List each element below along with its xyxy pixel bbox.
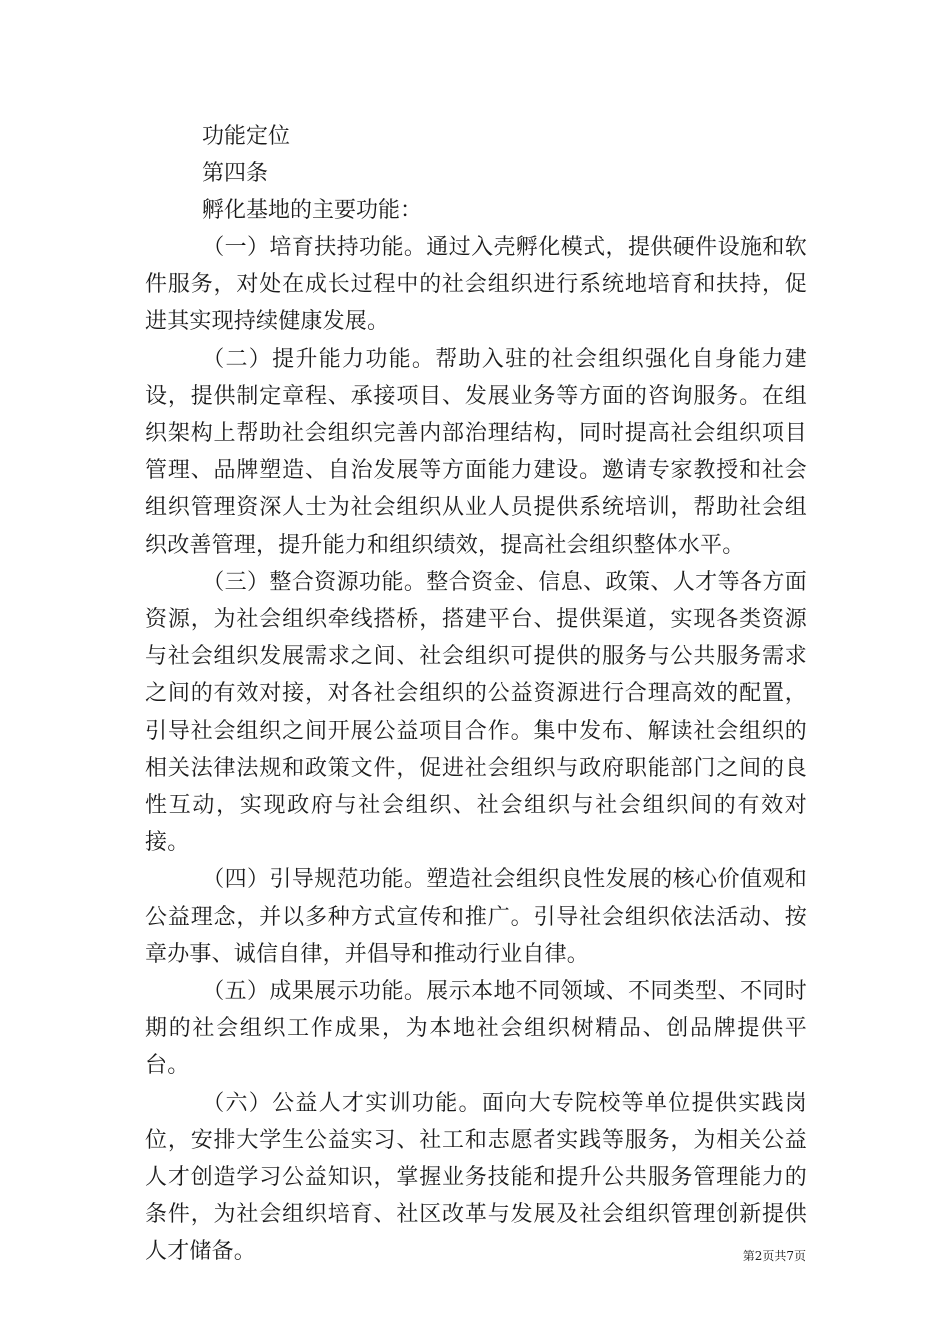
article-intro: 孵化基地的主要功能： <box>202 198 423 223</box>
paragraph-function-4: （四）引导规范功能。塑造社会组织良性发展的核心价值观和公益理念，并以多种方式宣传和推广。引导社会组织依法活动、按章办事、诚信自律，并倡导和推动行业自律。 <box>145 867 807 967</box>
paragraph-function-5: （五）成果展示功能。展示本地不同领域、不同类型、不同时期的社会组织工作成果，为本地社会组织树精品、创品牌提供平台。 <box>145 979 807 1079</box>
article-number: 第四条 <box>202 161 269 186</box>
paragraph-function-3: （三）整合资源功能。整合资金、信息、政策、人才等各方面资源，为社会组织牵线搭桥，搭建平台、提供渠道，实现各类资源与社会组织发展需求之间、社会组织可提供的服务与公共服务需求之间的有效对接，对各社会组织的公益资源进行合理高效的配置，引导社会组织之间开展公益项目合作。集中发布、解读社会组织的相关法律法规和政策文件，促进社会组织与政府职能部门之间的良性互动，实现政府与社会组织、社会组织与社会组织间的有效对接。 <box>145 569 807 856</box>
paragraph-function-1: （一）培育扶持功能。通过入壳孵化模式，提供硬件设施和软件服务，对处在成长过程中的社会组织进行系统地培育和扶持，促进其实现持续健康发展。 <box>145 235 807 335</box>
paragraph-function-2: （二）提升能力功能。帮助入驻的社会组织强化自身能力建设，提供制定章程、承接项目、发展业务等方面的咨询服务。在组织架构上帮助社会组织完善内部治理结构，同时提高社会组织项目管理、品牌塑造、自治发展等方面能力建设。邀请专家教授和社会组织管理资深人士为社会组织从业人员提供系统培训，帮助社会组织改善管理，提升能力和组织绩效，提高社会组织整体水平。 <box>145 346 807 558</box>
paragraph-function-6: （六）公益人才实训功能。面向大专院校等单位提供实践岗位，安排大学生公益实习、社工和志愿者实践等服务，为相关公益人才创造学习公益知识，掌握业务技能和提升公共服务管理能力的条件，为社会组织培育、社区改革与发展及社会组织管理创新提供人才储备。 <box>145 1090 807 1265</box>
document-body <box>145 118 807 1271</box>
section-title: 功能定位 <box>202 124 291 149</box>
page-number-footer: 第2页共7页 <box>742 1249 806 1263</box>
